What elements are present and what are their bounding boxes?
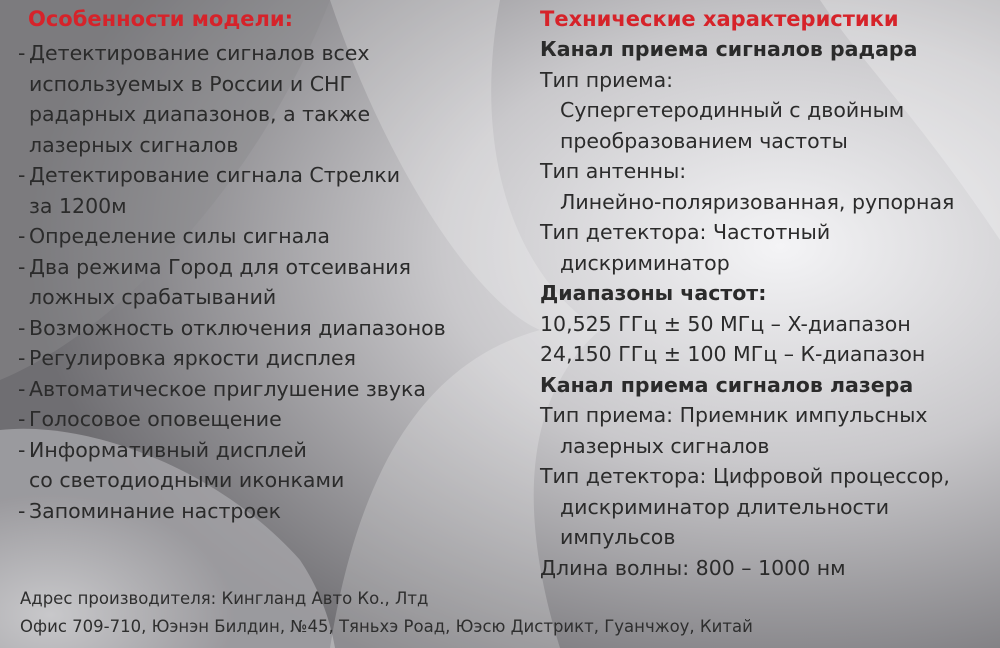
features-list xyxy=(18,38,518,526)
feature-item-line: - Информативный дисплей xyxy=(29,437,307,462)
frequency-k-band: 24,150 ГГц ± 100 МГц – К-диапазон xyxy=(540,342,926,366)
feature-item xyxy=(18,435,518,496)
specs-column xyxy=(540,4,1000,583)
detector-type-value: дискриминатор xyxy=(560,250,730,275)
feature-item-line: - Регулировка яркости дисплея xyxy=(29,346,356,370)
feature-item-line: радарных диапазонов, а также xyxy=(29,102,371,126)
radar-channel-heading: Канал приема сигналов радара xyxy=(540,37,918,61)
feature-item xyxy=(18,374,518,405)
feature-item-line: - Определение силы сигнала xyxy=(29,224,330,248)
antenna-type-label: Тип антенны: xyxy=(540,159,687,183)
feature-item-line: используемых в России и СНГ xyxy=(29,71,352,96)
laser-reception-value: лазерных сигналов xyxy=(560,433,770,458)
reception-type-value-line-2: преобразованием частоты xyxy=(560,128,848,153)
feature-item xyxy=(18,313,518,344)
features-column xyxy=(18,4,518,526)
address-line-2: Офис 709-710, Юэнэн Билдин, №45, Тяньхэ Роад, Юэсю Дистрикт, Гуанчжоу, Китай xyxy=(20,617,753,636)
feature-item xyxy=(18,496,518,527)
frequency-x-band: 10,525 ГГц ± 50 МГц – X-диапазон xyxy=(540,311,911,336)
feature-item xyxy=(18,221,518,252)
feature-item-line: ложных срабатываний xyxy=(29,285,277,309)
feature-item xyxy=(18,252,518,313)
laser-reception-line: Тип приема: Приемник импульсных xyxy=(540,403,928,427)
wavelength-line: Длина волны: 800 – 1000 нм xyxy=(540,555,846,580)
detector-type-line: Тип детектора: Частотный xyxy=(540,220,831,244)
features-title: Особенности модели: xyxy=(28,7,294,31)
feature-item-line: - Запоминание настроек xyxy=(29,498,281,523)
feature-item-line: - Детектирование сигнала Стрелки xyxy=(29,163,401,187)
reception-type-label: Тип приема: xyxy=(540,67,674,92)
feature-item-line: со светодиодными иконками xyxy=(29,468,345,492)
laser-detector-value-line-2: импульсов xyxy=(560,525,676,549)
manufacturer-address xyxy=(20,585,980,641)
specs-title: Технические характеристики xyxy=(540,7,899,31)
feature-item xyxy=(18,160,518,221)
feature-item xyxy=(18,404,518,435)
frequency-ranges-heading: Диапазоны частот: xyxy=(540,281,767,305)
feature-item-line: - Детектирование сигналов всех xyxy=(29,41,370,65)
reception-type-value-line-1: Супергетеродинный с двойным xyxy=(560,98,905,122)
specs-block xyxy=(540,34,1000,583)
feature-item xyxy=(18,38,518,160)
laser-detector-value-line-1: дискриминатор длительности xyxy=(560,494,890,519)
laser-channel-heading: Канал приема сигналов лазера xyxy=(540,372,914,397)
feature-item-line: за 1200м xyxy=(29,193,127,218)
laser-detector-line: Тип детектора: Цифровой процессор, xyxy=(540,464,950,488)
feature-item-line: - Голосовое оповещение xyxy=(29,407,282,431)
antenna-type-value: Линейно-поляризованная, рупорная xyxy=(560,189,955,214)
feature-item-line: - Автоматическое приглушение звука xyxy=(29,376,426,401)
address-line-1: Адрес производителя: Кингланд Авто Ко., Лтд xyxy=(20,589,429,608)
feature-item xyxy=(18,343,518,374)
feature-item-line: - Возможность отключения диапазонов xyxy=(29,315,446,340)
feature-item-line: - Два режима Город для отсеивания xyxy=(29,254,411,279)
feature-item-line: лазерных сигналов xyxy=(29,132,239,157)
